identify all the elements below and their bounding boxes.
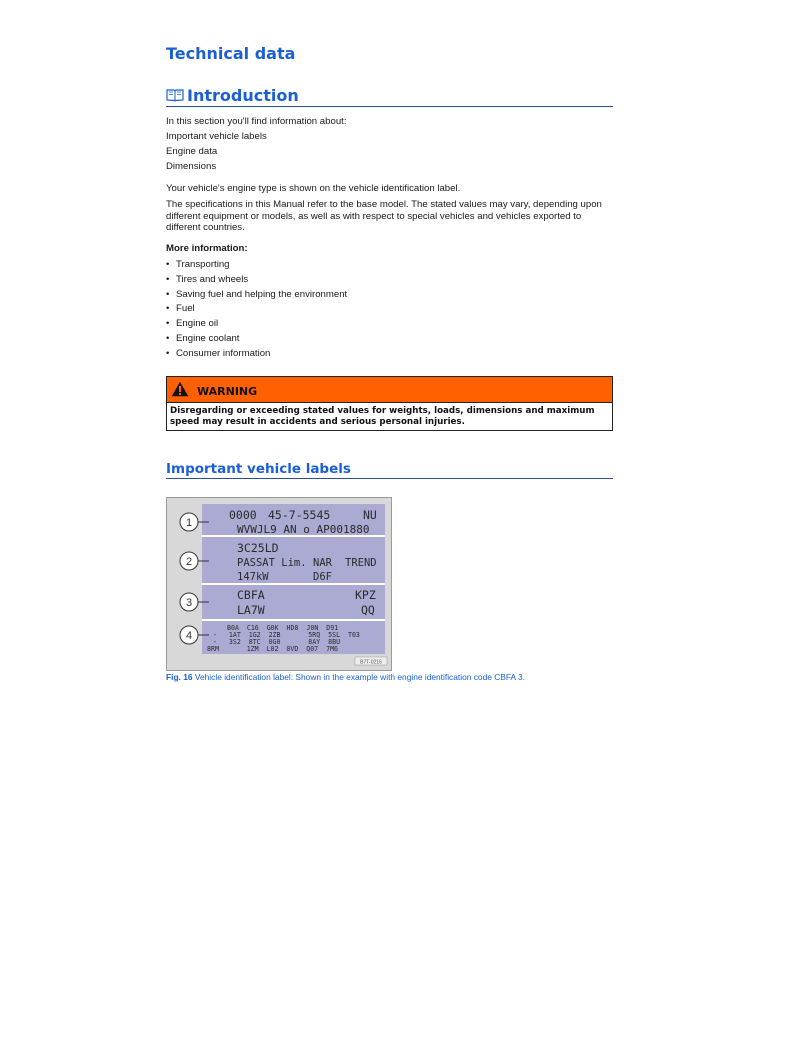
more-info-item-engine-oil[interactable]: • Engine oil [166,317,613,332]
label-row3-qq: QQ [361,603,375,617]
warning-title: WARNING [197,385,258,398]
callout-3-number: 3 [185,597,193,609]
label-row3-engine-code: CBFA [237,588,265,602]
label-row1-vin: WVWJL9 AN o AP001880 [237,523,370,536]
topic-item: Dimensions [166,161,217,172]
warning-body: Disregarding or exceeding stated values for weights, loads, dimensions and maximum speed may result in accidents and serious personal injuries. [170,406,595,427]
label-row2-model-code: 3C25LD [237,541,279,555]
more-info-item-saving-fuel[interactable]: • Saving fuel and helping the environment [166,288,613,303]
label-row3-kpz: KPZ [355,588,376,602]
callout-2-number: 2 [185,556,193,568]
warning-header [167,377,612,403]
more-info-item-fuel[interactable]: • Fuel [166,302,613,317]
more-info-item-transporting[interactable]: • Transporting [166,258,613,273]
label-row2-nar: NAR [313,557,332,569]
callout-1-number: 1 [185,517,193,529]
callouts [180,513,198,644]
label-row2-power: 147kW [237,571,269,583]
introduction-heading-text: Introduction [187,86,299,105]
label-row1-code: 0000 [229,508,257,522]
label-row2-d6f: D6F [313,571,332,583]
label-row4-line1: B0A C16 G0K HD8 J0N D91 [227,624,339,632]
more-info-item-tires[interactable]: • Tires and wheels [166,273,613,288]
warning-triangle-icon [171,381,189,397]
book-icon [166,88,184,102]
label-row2-model: PASSAT Lim. [237,557,307,569]
figure-caption-label: Fig. 16 [166,672,193,682]
more-info-heading: More information: [166,243,248,254]
label-row2-trend: TREND [345,557,377,569]
more-info-item-consumer-information[interactable]: • Consumer information [166,347,613,362]
label-row4-line4: 8RM 1ZM L02 0VD Q07 7M6 [207,645,339,653]
label-row3-paint: LA7W [237,603,265,617]
callout-4-number: 4 [185,630,193,642]
label-row4-line3: - 3S2 8TC 0G0 8AY 8BU [213,638,341,646]
topic-item: Engine data [166,146,218,157]
vehicle-label-illustration [167,498,391,670]
warning-box [166,376,613,431]
topic-item: Important vehicle labels [166,131,267,142]
page-title: Technical data [166,44,296,63]
label-row4-line2: - 1AT 1G2 2ZB 5RQ 5SL T03 [213,631,360,639]
more-info-list [166,258,613,362]
figure-caption-text: Vehicle identification label: Shown in the example with engine identification code CBFA 3. [194,672,525,682]
label-row1-mid: 45-7-5545 [268,508,331,522]
more-info-item-engine-coolant[interactable]: • Engine coolant [166,332,613,347]
figure-code: B7T-0216 [360,659,382,666]
specifications-paragraph: The specifications in this Manual refer to the base model. The stated values may vary, depending upon different equipment or models, as well as with respect to special vehicles and vehicles exported to different countries. [166,199,602,233]
vehicle-identification-label-figure [166,497,392,671]
vehicle-labels-heading: Important vehicle labels [166,461,613,479]
introduction-heading [166,86,613,107]
engine-type-paragraph: Your vehicle's engine type is shown on the vehicle identification label. [166,183,461,194]
intro-lead: In this section you'll find information about: [166,116,347,127]
figure-caption [166,672,525,682]
label-row1-right: NU [363,508,377,522]
